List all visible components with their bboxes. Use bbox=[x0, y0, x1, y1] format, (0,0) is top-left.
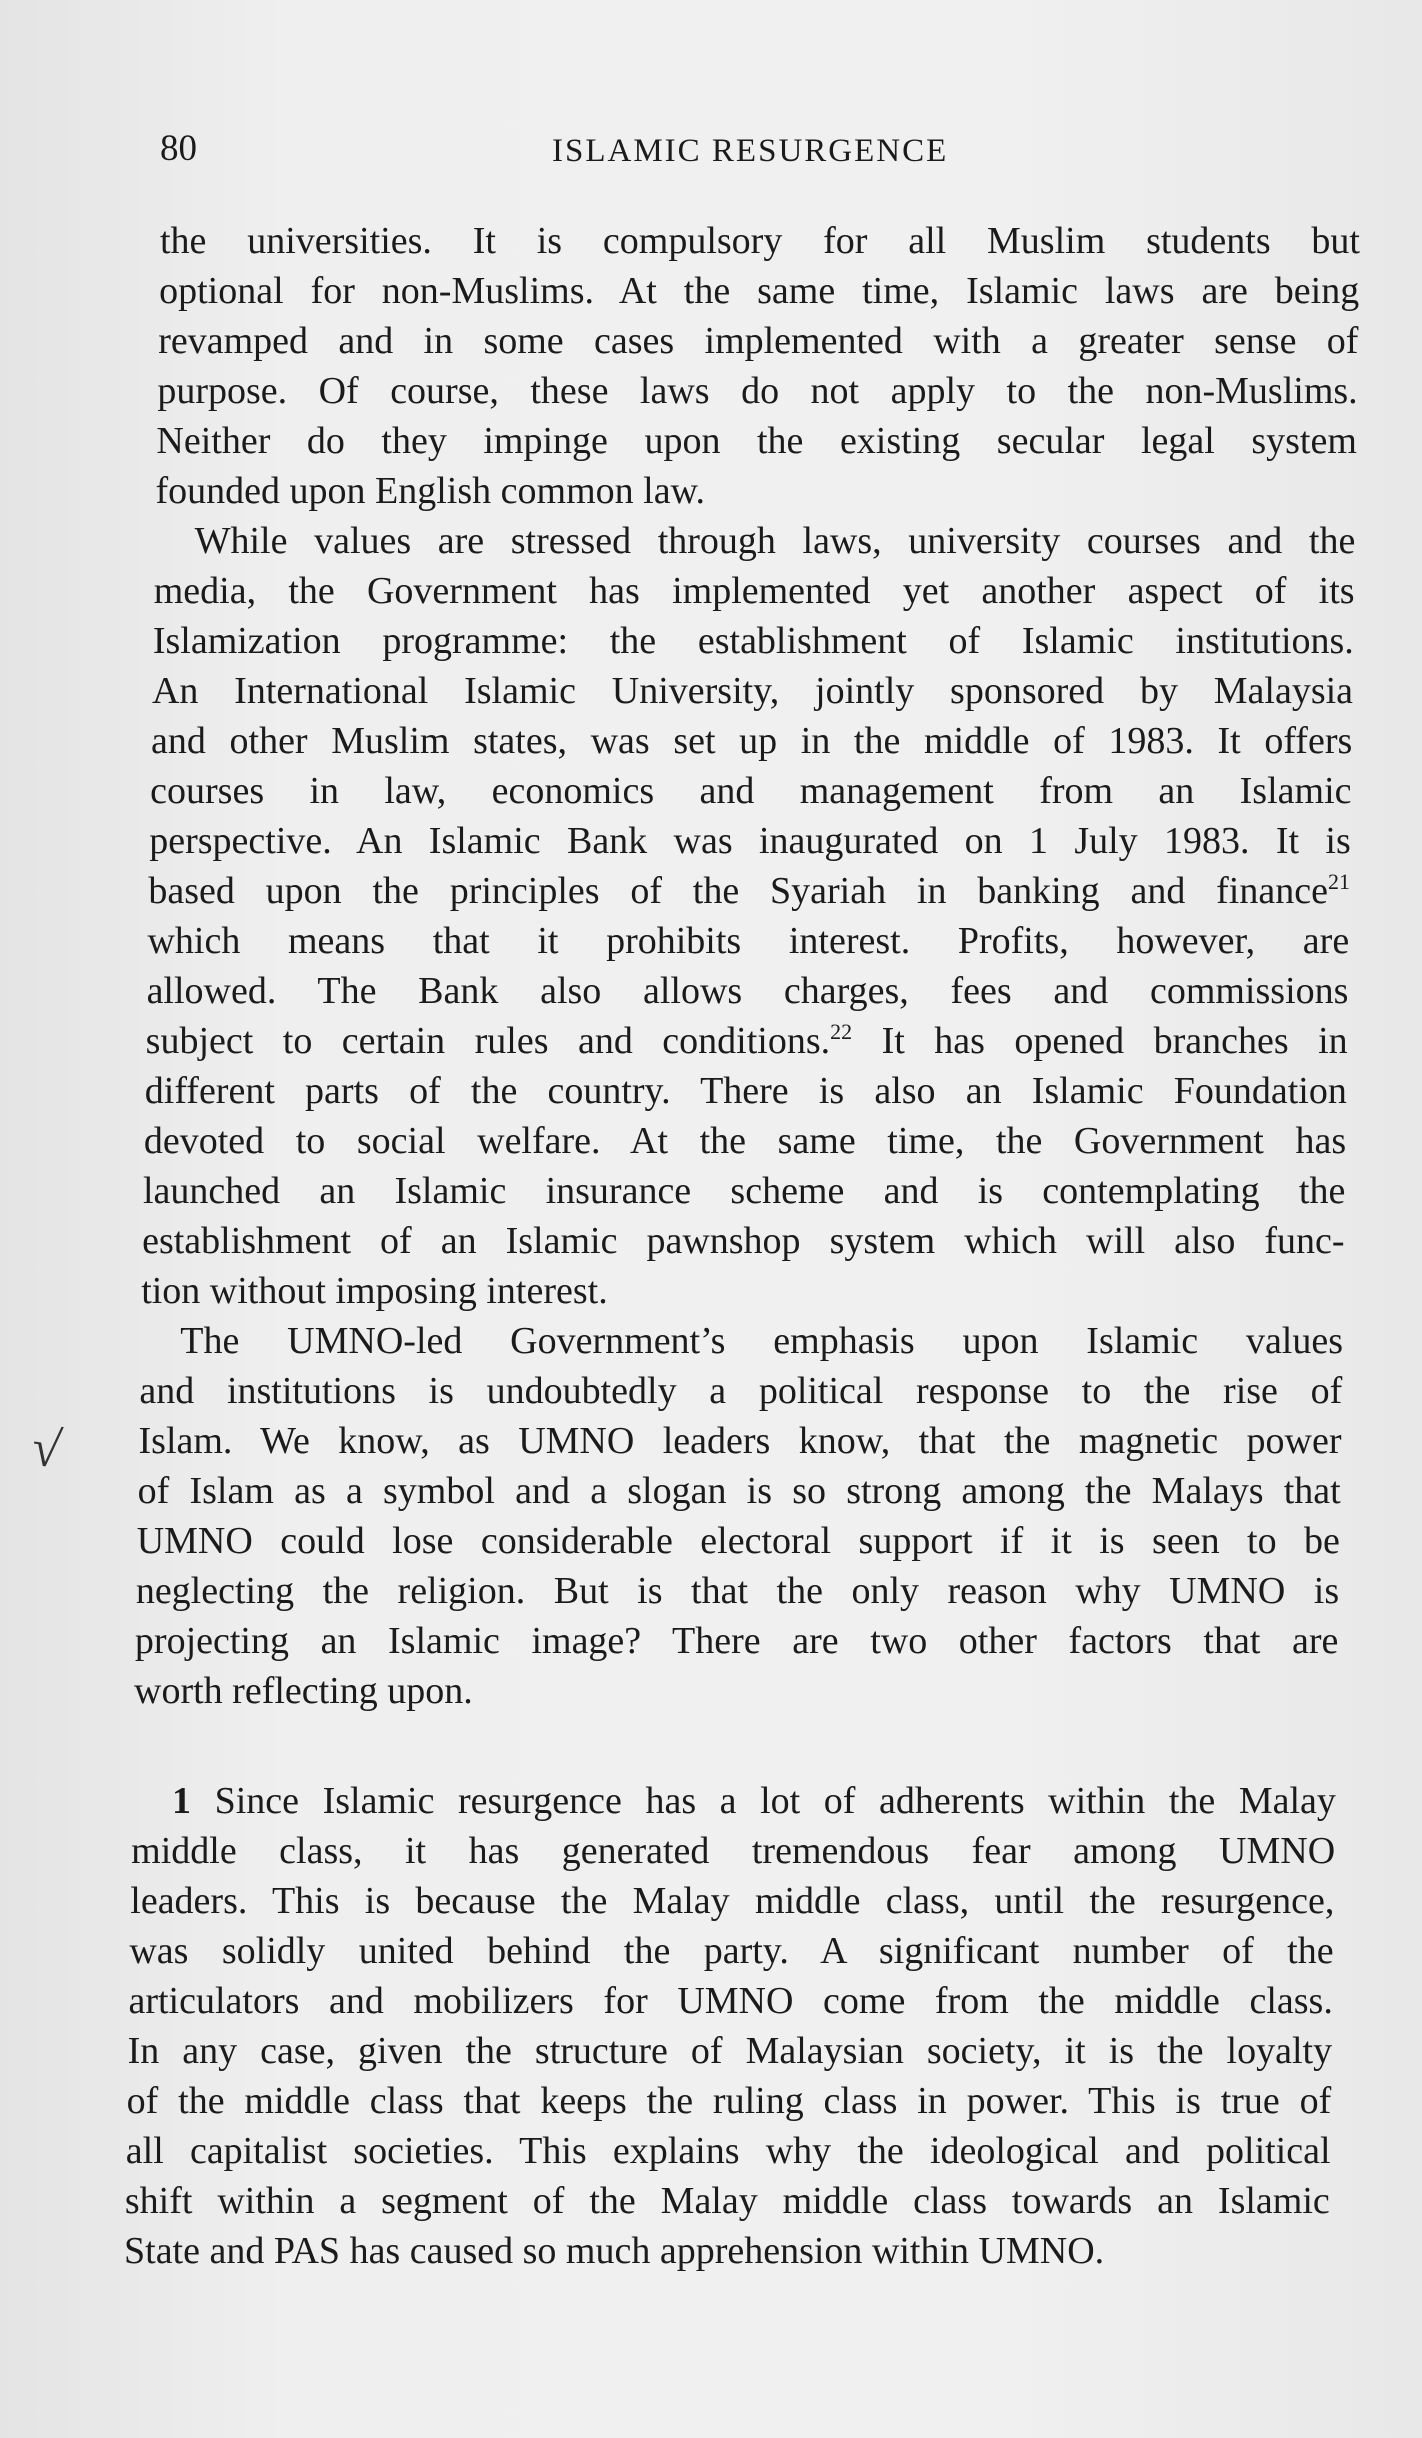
text-line bbox=[134, 1666, 1338, 1716]
line-text: projecting an Islamic image? There are two other factors that are bbox=[134, 1620, 1339, 1662]
text-line bbox=[130, 1876, 1334, 1926]
text-line bbox=[139, 1416, 1342, 1466]
line-text: devoted to social welfare. At the same time, the Government has bbox=[143, 1120, 1347, 1162]
line-text: establishment of an Islamic pawnshop system which will also func- bbox=[142, 1220, 1345, 1262]
line-text: of the middle class that keeps the ruling class in power. This is true of bbox=[126, 2080, 1332, 2122]
line-text: launched an Islamic insurance scheme and is contemplating the bbox=[142, 1170, 1346, 1212]
text-line bbox=[145, 1066, 1347, 1116]
line-text: different parts of the country. There is also an Islamic Foundation bbox=[144, 1070, 1347, 1112]
footnote-reference: 22 bbox=[830, 1019, 853, 1044]
text-line bbox=[151, 716, 1352, 766]
text-line bbox=[127, 2076, 1332, 2126]
line-text: shift within a segment of the Malay middle class towards an Islamic bbox=[124, 2180, 1330, 2222]
text-line bbox=[180, 1316, 1343, 1366]
text-line bbox=[149, 816, 1350, 866]
text-line bbox=[147, 966, 1349, 1016]
line-text: leaders. This is because the Malay middle class, until the resurgence, bbox=[130, 1880, 1335, 1922]
text-line bbox=[128, 1976, 1332, 2026]
text-line bbox=[153, 616, 1354, 666]
line-text: articulators and mobilizers for UMNO come from the middle class. bbox=[128, 1980, 1333, 2022]
line-text: In any case, given the structure of Malaysian society, it is the loyalty bbox=[127, 2030, 1333, 2072]
text-line bbox=[159, 266, 1359, 316]
line-text: which means that it prohibits interest. Profits, however, are bbox=[147, 920, 1350, 962]
text-line bbox=[125, 2176, 1330, 2226]
text-line bbox=[150, 766, 1351, 816]
line-text: It has opened branches in bbox=[852, 1020, 1348, 1062]
text-line bbox=[124, 2226, 1329, 2276]
line-text: Islamization programme: the establishment of Islamic institutions. bbox=[152, 620, 1354, 662]
text-line bbox=[142, 1216, 1344, 1266]
line-text: An International Islamic University, jointly sponsored by Malaysia bbox=[151, 670, 1354, 712]
line-text: Since Islamic resurgence has a lot of adherents within the Malay bbox=[191, 1780, 1336, 1822]
text-line bbox=[139, 1366, 1342, 1416]
line-text: optional for non-Muslims. At the same time, Islamic laws are being bbox=[159, 270, 1360, 312]
text-line bbox=[141, 1266, 1344, 1316]
line-text: neglecting the religion. But is that the only reason why UMNO is bbox=[135, 1570, 1340, 1612]
text-line bbox=[158, 316, 1358, 366]
text-line bbox=[160, 216, 1360, 266]
line-text: subject to certain rules and conditions. bbox=[145, 1020, 831, 1062]
line-text: Islam. We know, as UMNO leaders know, that the magnetic power bbox=[138, 1420, 1342, 1462]
text-line bbox=[156, 466, 1357, 516]
text-line bbox=[195, 516, 1356, 566]
line-text: purpose. Of course, these laws do not apply to the non-Muslims. bbox=[157, 370, 1358, 412]
line-text: tion without imposing interest. bbox=[141, 1270, 608, 1312]
text-line bbox=[157, 366, 1357, 416]
line-text: perspective. An Islamic Bank was inaugurated on 1 July 1983. It is bbox=[149, 820, 1351, 862]
line-text: was solidly united behind the party. A significant number of the bbox=[129, 1930, 1334, 1972]
line-text: courses in law, economics and management from an Islamic bbox=[150, 770, 1352, 812]
line-text: founded upon English common law. bbox=[155, 470, 706, 512]
text-line bbox=[137, 1516, 1340, 1566]
line-text: State and PAS has caused so much apprehension within UMNO. bbox=[124, 2230, 1105, 2272]
text-line bbox=[143, 1166, 1345, 1216]
page-number: 80 bbox=[160, 128, 197, 169]
text-line bbox=[131, 1826, 1335, 1876]
line-text: UMNO could lose considerable electoral support if it is seen to be bbox=[136, 1520, 1340, 1562]
footnote-reference: 21 bbox=[1327, 869, 1350, 894]
line-text: media, the Government has implemented yet another aspect of its bbox=[153, 570, 1355, 612]
text-line bbox=[135, 1616, 1338, 1666]
text-line bbox=[156, 416, 1356, 466]
line-text: allowed. The Bank also allows charges, fees and commissions bbox=[146, 970, 1349, 1012]
text-line bbox=[129, 1926, 1333, 1976]
line-text: and institutions is undoubtedly a political response to the rise of bbox=[139, 1370, 1343, 1412]
text-line bbox=[147, 916, 1349, 966]
line-text: Neither do they impinge upon the existing secular legal system bbox=[156, 420, 1357, 462]
line-text: While values are stressed through laws, university courses and the bbox=[194, 520, 1356, 562]
text-line bbox=[152, 666, 1353, 716]
line-text: The UMNO-led Government’s emphasis upon Islamic values bbox=[180, 1320, 1344, 1362]
line-text: revamped and in some cases implemented with a greater sense of bbox=[158, 320, 1359, 362]
line-text: all capitalist societies. This explains why the ideological and political bbox=[125, 2130, 1331, 2172]
line-text: based upon the principles of the Syariah in banking and finance bbox=[148, 870, 1328, 912]
line-text: the universities. It is compulsory for all Muslim students but bbox=[160, 220, 1360, 262]
list-number: 1 bbox=[172, 1780, 192, 1822]
text-line bbox=[172, 1776, 1336, 1826]
text-line bbox=[154, 566, 1355, 616]
text-line bbox=[138, 1466, 1341, 1516]
line-text: of Islam as a symbol and a slogan is so strong among the Malays that bbox=[137, 1470, 1341, 1512]
text-line bbox=[144, 1116, 1346, 1166]
text-line bbox=[148, 866, 1350, 916]
text-line bbox=[146, 1016, 1348, 1066]
text-line bbox=[128, 2026, 1333, 2076]
handwritten-check-mark: √ bbox=[28, 1419, 65, 1480]
line-text: and other Muslim states, was set up in the middle of 1983. It offers bbox=[151, 720, 1353, 762]
running-head: ISLAMIC RESURGENCE bbox=[552, 133, 949, 169]
line-text: worth reflecting upon. bbox=[134, 1670, 473, 1712]
line-text: middle class, it has generated tremendous fear among UMNO bbox=[131, 1830, 1336, 1872]
text-line bbox=[126, 2126, 1331, 2176]
text-line bbox=[136, 1566, 1339, 1616]
